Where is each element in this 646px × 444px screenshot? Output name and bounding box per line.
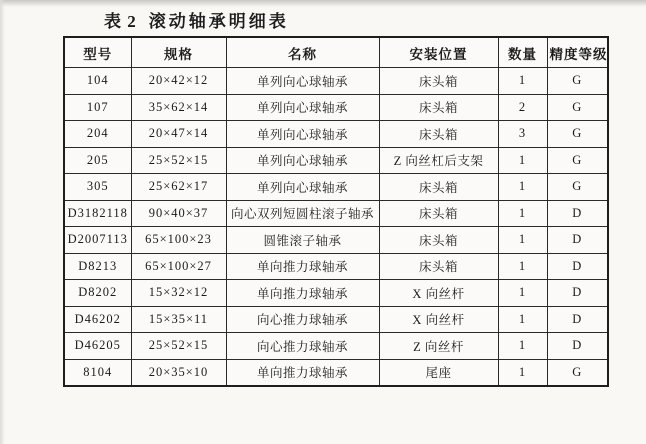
cell-model: D46205 xyxy=(64,333,131,360)
cell-spec: 25×52×15 xyxy=(131,333,226,360)
cell-qty: 1 xyxy=(498,359,547,386)
cell-spec: 35×62×14 xyxy=(131,94,226,121)
cell-grade: G xyxy=(547,121,608,148)
cell-model: D8202 xyxy=(64,280,131,307)
cell-model: D2007113 xyxy=(64,227,131,254)
cell-grade: G xyxy=(547,147,608,174)
table-title-text: 滚动轴承明细表 xyxy=(148,12,289,31)
table-row xyxy=(64,174,608,201)
cell-qty: 1 xyxy=(498,174,547,201)
scan-edge-top xyxy=(0,0,646,7)
cell-name: 单列向心球轴承 xyxy=(226,121,379,148)
cell-name: 单列向心球轴承 xyxy=(226,147,379,174)
cell-grade: D xyxy=(547,333,608,360)
table-row xyxy=(64,359,608,386)
cell-model: 107 xyxy=(64,94,131,121)
cell-location: Z 向丝杠后支架 xyxy=(379,147,498,174)
cell-spec: 90×40×37 xyxy=(131,200,226,227)
cell-name: 单列向心球轴承 xyxy=(226,174,379,201)
cell-location: 床头箱 xyxy=(379,68,498,95)
header-name: 名称 xyxy=(226,37,379,68)
cell-model: 8104 xyxy=(64,359,131,386)
cell-qty: 1 xyxy=(498,253,547,280)
table-row xyxy=(64,68,608,95)
cell-qty: 1 xyxy=(498,280,547,307)
header-model: 型号 xyxy=(64,37,131,68)
cell-location: 床头箱 xyxy=(379,174,498,201)
table-number: 表 2 xyxy=(104,12,137,31)
cell-location: 床头箱 xyxy=(379,94,498,121)
cell-qty: 1 xyxy=(498,306,547,333)
cell-location: Z 向丝杆 xyxy=(379,333,498,360)
cell-spec: 65×100×23 xyxy=(131,227,226,254)
cell-model: D46202 xyxy=(64,306,131,333)
table-row xyxy=(64,306,608,333)
cell-name: 向心推力球轴承 xyxy=(226,306,379,333)
cell-location: 床头箱 xyxy=(379,200,498,227)
header-spec: 规格 xyxy=(131,37,226,68)
cell-name: 单向推力球轴承 xyxy=(226,280,379,307)
cell-location: X 向丝杆 xyxy=(379,280,498,307)
cell-grade: D xyxy=(547,227,608,254)
cell-qty: 2 xyxy=(498,94,547,121)
cell-grade: D xyxy=(547,200,608,227)
cell-location: 床头箱 xyxy=(379,121,498,148)
cell-model: 305 xyxy=(64,174,131,201)
cell-grade: G xyxy=(547,94,608,121)
cell-model: D3182118 xyxy=(64,200,131,227)
table-row xyxy=(64,227,608,254)
bearing-table xyxy=(63,36,609,387)
cell-name: 单向推力球轴承 xyxy=(226,253,379,280)
cell-qty: 3 xyxy=(498,121,547,148)
table-row xyxy=(64,147,608,174)
cell-qty: 1 xyxy=(498,147,547,174)
cell-location: X 向丝杆 xyxy=(379,306,498,333)
cell-spec: 15×32×12 xyxy=(131,280,226,307)
table-row xyxy=(64,94,608,121)
cell-grade: D xyxy=(547,253,608,280)
cell-location: 床头箱 xyxy=(379,253,498,280)
table-header-row xyxy=(64,37,608,68)
cell-grade: G xyxy=(547,359,608,386)
cell-spec: 20×35×10 xyxy=(131,359,226,386)
cell-name: 单向推力球轴承 xyxy=(226,359,379,386)
cell-name: 圆锥滚子轴承 xyxy=(226,227,379,254)
cell-grade: D xyxy=(547,306,608,333)
table-row xyxy=(64,121,608,148)
cell-grade: G xyxy=(547,174,608,201)
cell-name: 单列向心球轴承 xyxy=(226,68,379,95)
cell-name: 单列向心球轴承 xyxy=(226,94,379,121)
cell-spec: 15×35×11 xyxy=(131,306,226,333)
cell-location: 尾座 xyxy=(379,359,498,386)
cell-qty: 1 xyxy=(498,200,547,227)
scan-edge-left xyxy=(0,0,5,444)
table-row xyxy=(64,200,608,227)
cell-qty: 1 xyxy=(498,333,547,360)
cell-grade: D xyxy=(547,280,608,307)
cell-spec: 25×62×17 xyxy=(131,174,226,201)
header-grade: 精度等级 xyxy=(547,37,608,68)
cell-grade: G xyxy=(547,68,608,95)
header-qty: 数量 xyxy=(498,37,547,68)
cell-model: 104 xyxy=(64,68,131,95)
cell-model: D8213 xyxy=(64,253,131,280)
table-row xyxy=(64,333,608,360)
page-title xyxy=(104,7,289,32)
cell-spec: 20×47×14 xyxy=(131,121,226,148)
cell-location: 床头箱 xyxy=(379,227,498,254)
cell-name: 向心推力球轴承 xyxy=(226,333,379,360)
cell-qty: 1 xyxy=(498,227,547,254)
cell-name: 向心双列短圆柱滚子轴承 xyxy=(226,200,379,227)
cell-spec: 25×52×15 xyxy=(131,147,226,174)
cell-spec: 65×100×27 xyxy=(131,253,226,280)
table-row xyxy=(64,253,608,280)
cell-spec: 20×42×12 xyxy=(131,68,226,95)
header-location: 安装位置 xyxy=(379,37,498,68)
cell-model: 204 xyxy=(64,121,131,148)
cell-model: 205 xyxy=(64,147,131,174)
table-row xyxy=(64,280,608,307)
cell-qty: 1 xyxy=(498,68,547,95)
